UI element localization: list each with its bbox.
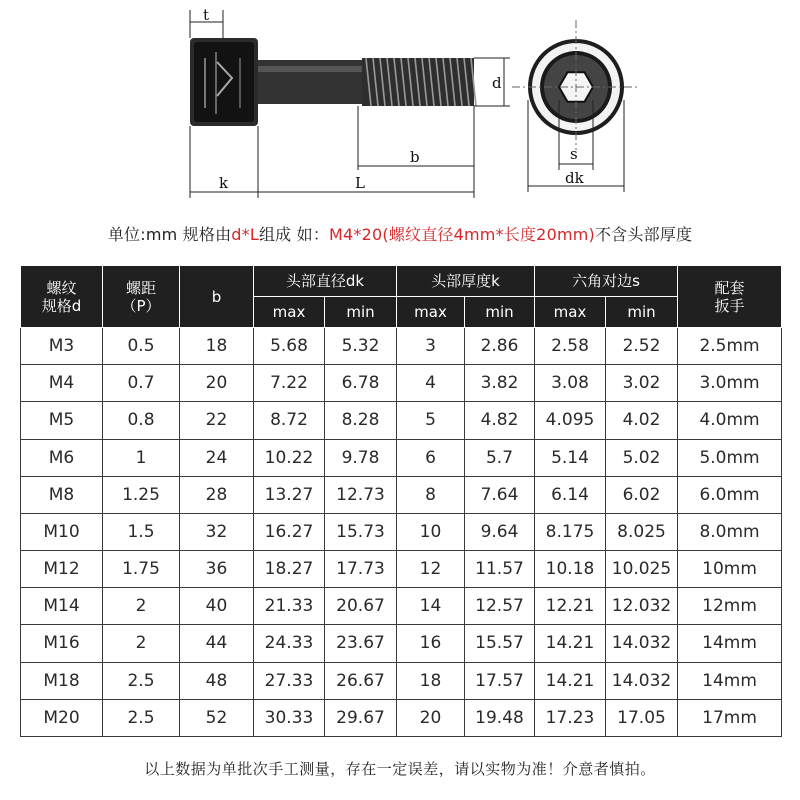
bolt-head-end-view [512, 20, 640, 150]
cell-pitch: 1.75 [103, 551, 180, 588]
cell-spec: M4 [21, 365, 103, 402]
disclaimer-note: 以上数据为单批次手工测量，存在一定误差，请以实物为准！介意者慎拍。 [144, 760, 656, 778]
cell-pitch: 0.7 [103, 365, 180, 402]
header-head-diameter: 头部直径dk [254, 266, 397, 297]
cell-k-min: 7.64 [465, 476, 535, 513]
header-wrench: 配套 扳手 [678, 266, 782, 328]
cell-wrench: 2.5mm [678, 328, 782, 365]
spec-table [20, 265, 782, 737]
table-row [21, 551, 782, 588]
unit-example: M4*20(螺纹直径4mm*长度20mm) [329, 225, 595, 244]
cell-pitch: 0.5 [103, 328, 180, 365]
cell-pitch: 2.5 [103, 662, 180, 699]
cell-s-min: 14.032 [606, 625, 678, 662]
dim-b-label: b [410, 148, 420, 166]
cell-spec: M16 [21, 625, 103, 662]
dim-s-label: s [570, 145, 578, 163]
cell-dk-max: 18.27 [254, 551, 325, 588]
cell-dk-min: 6.78 [325, 365, 397, 402]
cell-s-max: 12.21 [535, 588, 606, 625]
cell-pitch: 2 [103, 588, 180, 625]
cell-s-min: 2.52 [606, 328, 678, 365]
cell-s-min: 14.032 [606, 662, 678, 699]
cell-pitch: 1.25 [103, 476, 180, 513]
table-row [21, 625, 782, 662]
cell-s-min: 12.032 [606, 588, 678, 625]
cell-dk-max: 27.33 [254, 662, 325, 699]
cell-dk-min: 20.67 [325, 588, 397, 625]
unit-suffix: 不含头部厚度 [594, 225, 693, 244]
header-b: b [180, 266, 254, 328]
cell-spec: M12 [21, 551, 103, 588]
cell-dk-max: 16.27 [254, 513, 325, 550]
cell-wrench: 14mm [678, 625, 782, 662]
cell-wrench: 14mm [678, 662, 782, 699]
header-k-min: min [465, 297, 535, 328]
table-row [21, 699, 782, 736]
cell-s-min: 17.05 [606, 699, 678, 736]
cell-wrench: 12mm [678, 588, 782, 625]
header-dk-max: max [254, 297, 325, 328]
cell-k-min: 5.7 [465, 439, 535, 476]
cell-wrench: 17mm [678, 699, 782, 736]
header-s-min: min [606, 297, 678, 328]
cell-k-max: 8 [397, 476, 465, 513]
cell-k-max: 12 [397, 551, 465, 588]
cell-k-max: 5 [397, 402, 465, 439]
cell-pitch: 0.8 [103, 402, 180, 439]
cell-k-min: 15.57 [465, 625, 535, 662]
spec-table-body [21, 328, 782, 737]
cell-dk-min: 29.67 [325, 699, 397, 736]
cell-b: 40 [180, 588, 254, 625]
cell-spec: M3 [21, 328, 103, 365]
table-row [21, 402, 782, 439]
cell-dk-max: 7.22 [254, 365, 325, 402]
cell-dk-min: 8.28 [325, 402, 397, 439]
cell-dk-max: 21.33 [254, 588, 325, 625]
cell-spec: M6 [21, 439, 103, 476]
cell-k-min: 3.82 [465, 365, 535, 402]
cell-k-max: 16 [397, 625, 465, 662]
cell-s-max: 3.08 [535, 365, 606, 402]
cell-k-max: 18 [397, 662, 465, 699]
cell-dk-max: 10.22 [254, 439, 325, 476]
bolt-shank [258, 60, 366, 104]
cell-k-max: 10 [397, 513, 465, 550]
cell-wrench: 4.0mm [678, 402, 782, 439]
cell-dk-min: 12.73 [325, 476, 397, 513]
cell-pitch: 2.5 [103, 699, 180, 736]
cell-s-min: 4.02 [606, 402, 678, 439]
header-hex-across-flats: 六角对边s [535, 266, 678, 297]
cell-dk-max: 5.68 [254, 328, 325, 365]
unit-formula: d*L [231, 225, 259, 244]
cell-k-max: 3 [397, 328, 465, 365]
cell-b: 28 [180, 476, 254, 513]
cell-s-max: 17.23 [535, 699, 606, 736]
unit-description [0, 222, 800, 245]
cell-k-min: 19.48 [465, 699, 535, 736]
cell-dk-min: 9.78 [325, 439, 397, 476]
header-head-thickness: 头部厚度k [397, 266, 535, 297]
dim-t-label: t [203, 6, 210, 24]
cell-spec: M5 [21, 402, 103, 439]
cell-dk-max: 8.72 [254, 402, 325, 439]
dim-L-label: L [355, 174, 365, 192]
cell-s-min: 5.02 [606, 439, 678, 476]
cell-b: 22 [180, 402, 254, 439]
cell-b: 32 [180, 513, 254, 550]
cell-b: 44 [180, 625, 254, 662]
cell-spec: M20 [21, 699, 103, 736]
unit-prefix: 单位:mm 规格由 [107, 225, 232, 244]
cell-s-max: 2.58 [535, 328, 606, 365]
cell-s-min: 3.02 [606, 365, 678, 402]
header-pitch: 螺距 （P） [103, 266, 180, 328]
header-thread-spec: 螺纹 规格d [21, 266, 103, 328]
bolt-dimension-drawing [0, 0, 800, 215]
table-row [21, 662, 782, 699]
cell-s-max: 6.14 [535, 476, 606, 513]
cell-dk-max: 13.27 [254, 476, 325, 513]
cell-k-max: 14 [397, 588, 465, 625]
cell-dk-min: 5.32 [325, 328, 397, 365]
cell-s-max: 14.21 [535, 625, 606, 662]
table-row [21, 439, 782, 476]
dim-k-label: k [219, 174, 229, 192]
cell-k-min: 9.64 [465, 513, 535, 550]
cell-s-max: 8.175 [535, 513, 606, 550]
cell-wrench: 3.0mm [678, 365, 782, 402]
cell-b: 18 [180, 328, 254, 365]
bolt-head-side [190, 38, 258, 126]
cell-s-min: 8.025 [606, 513, 678, 550]
cell-pitch: 2 [103, 625, 180, 662]
table-row [21, 513, 782, 550]
cell-k-min: 12.57 [465, 588, 535, 625]
cell-s-min: 10.025 [606, 551, 678, 588]
table-row [21, 365, 782, 402]
header-s-max: max [535, 297, 606, 328]
cell-spec: M8 [21, 476, 103, 513]
cell-k-min: 4.82 [465, 402, 535, 439]
cell-spec: M18 [21, 662, 103, 699]
cell-k-max: 4 [397, 365, 465, 402]
cell-s-max: 10.18 [535, 551, 606, 588]
cell-wrench: 8.0mm [678, 513, 782, 550]
cell-dk-max: 30.33 [254, 699, 325, 736]
table-row [21, 476, 782, 513]
cell-dk-max: 24.33 [254, 625, 325, 662]
cell-dk-min: 17.73 [325, 551, 397, 588]
unit-mid: 组成 如： [258, 225, 330, 244]
cell-pitch: 1 [103, 439, 180, 476]
dim-dk-label: dk [565, 169, 584, 187]
cell-b: 36 [180, 551, 254, 588]
cell-b: 20 [180, 365, 254, 402]
cell-wrench: 5.0mm [678, 439, 782, 476]
cell-s-min: 6.02 [606, 476, 678, 513]
cell-dk-min: 26.67 [325, 662, 397, 699]
cell-b: 48 [180, 662, 254, 699]
bolt-thread [362, 58, 476, 106]
cell-k-max: 20 [397, 699, 465, 736]
cell-b: 52 [180, 699, 254, 736]
table-row [21, 588, 782, 625]
cell-s-max: 14.21 [535, 662, 606, 699]
cell-pitch: 1.5 [103, 513, 180, 550]
cell-spec: M14 [21, 588, 103, 625]
dim-d-label: d [492, 74, 502, 92]
cell-wrench: 10mm [678, 551, 782, 588]
cell-wrench: 6.0mm [678, 476, 782, 513]
cell-s-max: 4.095 [535, 402, 606, 439]
cell-k-min: 2.86 [465, 328, 535, 365]
table-row [21, 328, 782, 365]
cell-k-min: 17.57 [465, 662, 535, 699]
header-k-max: max [397, 297, 465, 328]
cell-k-max: 6 [397, 439, 465, 476]
cell-dk-min: 23.67 [325, 625, 397, 662]
header-dk-min: min [325, 297, 397, 328]
cell-b: 24 [180, 439, 254, 476]
cell-dk-min: 15.73 [325, 513, 397, 550]
cell-s-max: 5.14 [535, 439, 606, 476]
cell-k-min: 11.57 [465, 551, 535, 588]
cell-spec: M10 [21, 513, 103, 550]
